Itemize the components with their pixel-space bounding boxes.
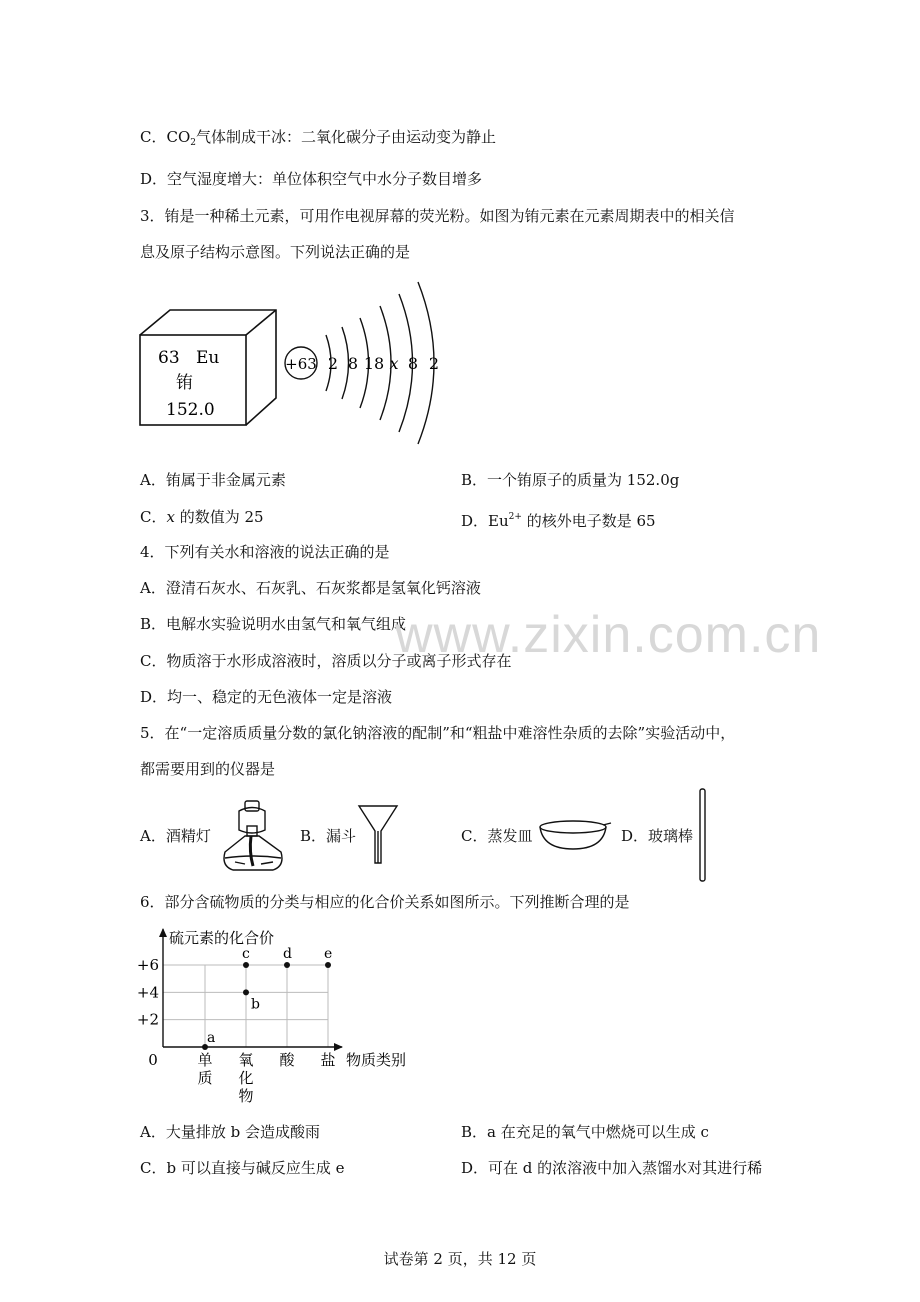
evaporating-dish-image — [537, 818, 613, 852]
q6-option-c: C．b 可以直接与碱反应生成 e — [140, 1159, 345, 1177]
q4-option-d: D．均一、稳定的无色液体一定是溶液 — [140, 688, 393, 706]
q3-stem-line2: 息及原子结构示意图。下列说法正确的是 — [140, 243, 411, 261]
chart-category-label: 物 — [238, 1087, 254, 1105]
chart-point-c — [243, 962, 249, 968]
chart-y-tick-label: +4 — [136, 983, 159, 1002]
chart-y-tick-label: +6 — [136, 956, 159, 974]
chart-origin-label: 0 — [148, 1051, 158, 1069]
chart-x-axis-title: 物质类别 — [346, 1051, 407, 1069]
shell-electrons-2: 8 — [347, 354, 359, 373]
glass-rod-image — [697, 788, 709, 882]
q3-option-a: A．铕属于非金属元素 — [140, 471, 286, 489]
atomic-number: 63 — [158, 348, 180, 368]
europium-figure — [130, 280, 460, 455]
chart-point-label-c: c — [242, 946, 250, 962]
chart-point-e — [325, 962, 331, 968]
q6-option-b: B．a 在充足的氧气中燃烧可以生成 c — [461, 1123, 709, 1141]
shell-electrons-4: x — [389, 354, 399, 373]
chart-x-axis-arrow — [334, 1043, 343, 1051]
q6-stem: 6．部分含硫物质的分类与相应的化合价关系如图所示。下列推断合理的是 — [140, 893, 630, 911]
chart-point-label-d: d — [283, 946, 292, 962]
chart-category-label: 盐 — [320, 1051, 336, 1069]
nucleus-charge: +63 — [285, 355, 317, 373]
q3-option-c: C．x 的数值为 25 — [140, 508, 264, 526]
chart-point-d — [284, 962, 290, 968]
funnel-image — [357, 803, 399, 867]
q2-option-c: C．$CO_2$气体制成干冰：二氧化碳分子由运动变为静止 — [140, 128, 497, 148]
chart-y-axis-title: 硫元素的化合价 — [169, 929, 275, 947]
watermark: www.zixin.com.cn — [395, 606, 822, 664]
q3-option-d: D．$Eu^{2+}$ 的核外电子数是 65 — [461, 512, 656, 530]
atomic-mass: 152.0 — [166, 400, 215, 420]
chart-category-label: 化 — [238, 1069, 254, 1087]
chart-point-label-b: b — [251, 996, 260, 1013]
q5-option-d: D．玻璃棒 — [621, 827, 694, 845]
shell-electrons-1: 2 — [327, 354, 339, 373]
alcohol-lamp-image — [215, 796, 295, 874]
chart-axes — [137, 928, 343, 1105]
q4-option-c: C．物质溶于水形成溶液时，溶质以分子或离子形式存在 — [140, 652, 512, 670]
atomic-structure-diagram — [285, 282, 439, 444]
q5-option-c: C．蒸发皿 — [461, 827, 533, 845]
element-symbol: Eu — [196, 348, 220, 368]
shell-electrons-5: 8 — [407, 354, 419, 373]
chart-point-b — [243, 989, 249, 995]
chart-category-label: 质 — [197, 1069, 213, 1087]
q6-option-a: A．大量排放 b 会造成酸雨 — [140, 1123, 320, 1141]
q6-option-d: D．可在 d 的浓溶液中加入蒸馏水对其进行稀 — [461, 1159, 763, 1177]
shell-electrons-3: 18 — [363, 354, 385, 373]
chart-point-label-e: e — [324, 946, 333, 962]
q2-option-d: D．空气湿度增大：单位体积空气中水分子数目增多 — [140, 170, 483, 188]
shell-electrons-6: 2 — [428, 354, 440, 373]
chart-y-axis-arrow — [159, 928, 167, 937]
q3-stem-line1: 3．铕是一种稀土元素，可用作电视屏幕的荧光粉。如图为铕元素在元素周期表中的相关信 — [140, 207, 735, 225]
chart-point-label-a: a — [207, 1030, 216, 1046]
q5-stem-line2: 都需要用到的仪器是 — [140, 760, 276, 778]
element-name: 铕 — [176, 373, 193, 393]
q4-option-b: B．电解水实验说明水由氢气和氧气组成 — [140, 615, 407, 633]
q5-option-b: B．漏斗 — [300, 827, 357, 845]
q4-option-a: A．澄清石灰水、石灰乳、石灰浆都是氢氧化钙溶液 — [140, 579, 481, 597]
chart-y-tick-label: +2 — [136, 1010, 159, 1029]
chart-grid — [163, 965, 328, 1047]
chart-marks — [202, 946, 332, 1050]
q3-option-b: B．一个铕原子的质量为 152.0g — [461, 471, 680, 489]
q5-stem-line1: 5．在“一定溶质质量分数的氯化钠溶液的配制”和“粗盐中难溶性杂质的去除”实验活动中， — [140, 724, 736, 742]
chart-category-label: 酸 — [279, 1051, 295, 1069]
q5-option-a: A．酒精灯 — [140, 827, 211, 845]
chart-category-label: 氧 — [238, 1051, 254, 1069]
sulfur-valence-chart — [135, 925, 435, 1110]
page-footer: 试卷第 2 页，共 12 页 — [383, 1250, 537, 1268]
q4-stem: 4．下列有关水和溶液的说法正确的是 — [140, 543, 390, 561]
chart-category-label: 单 — [197, 1051, 213, 1069]
